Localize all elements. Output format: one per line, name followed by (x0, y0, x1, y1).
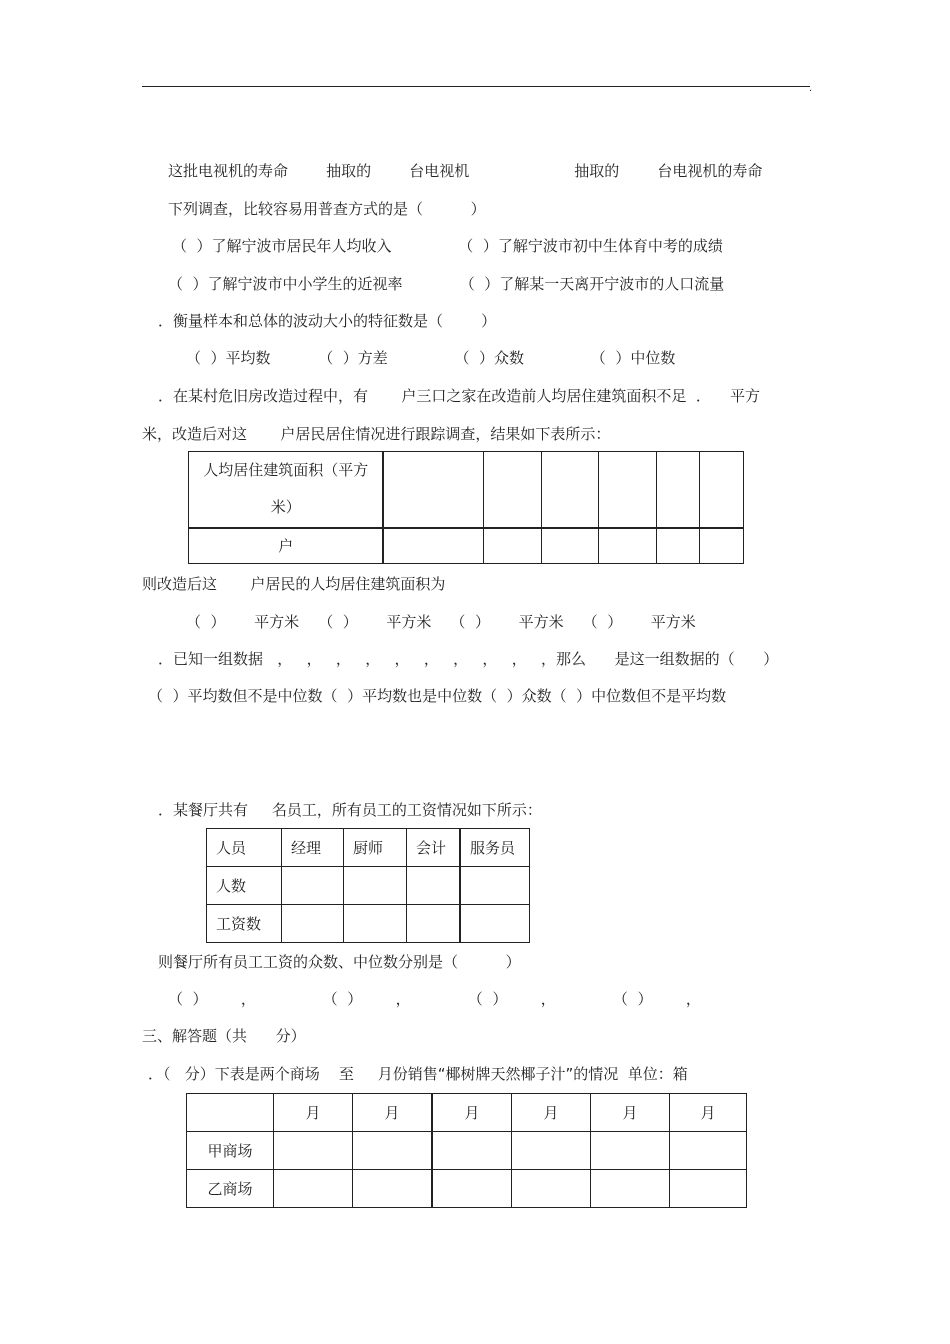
table-cell (274, 1132, 353, 1170)
month-header: 月 (274, 1094, 353, 1132)
table-cell (700, 528, 744, 564)
table-cell (484, 452, 541, 528)
question-sales: ．（ 分）下表是两个商场 至 月份销售“椰树牌天然椰子汁”的情况 单位：箱 (148, 1065, 688, 1083)
month-header: 月 (512, 1094, 591, 1132)
table-cell (460, 905, 530, 943)
salary-header-cell: 厨师 (344, 829, 407, 867)
table-cell (670, 1170, 747, 1208)
salary-header-cell: 服务员 (460, 829, 530, 867)
section-heading: 三、解答题（共 分） (142, 1027, 306, 1045)
salary-header-cell: 经理 (282, 829, 344, 867)
store-a-label: 甲商场 (187, 1132, 274, 1170)
question-survey: 下列调查，比较容易用普查方式的是（ ） (168, 200, 486, 218)
table-cell (274, 1170, 353, 1208)
table-cell (383, 452, 484, 528)
table-cell (656, 452, 700, 528)
question-housing-cont: 米，改造后对这 户居民居住情况进行跟踪调查，结果如下表所示： (142, 425, 611, 443)
question-restaurant-ask: 则餐厅所有员工工资的众数、中位数分别是（ ） (158, 953, 521, 971)
table-cell (383, 528, 484, 564)
store-b-label: 乙商场 (187, 1170, 274, 1208)
table-cell (541, 528, 598, 564)
table-cell (344, 867, 407, 905)
table-cell (700, 452, 744, 528)
table-cell (282, 905, 344, 943)
month-header: 月 (353, 1094, 433, 1132)
question-housing-ask: 则改造后这 户居民的人均居住建筑面积为 (142, 575, 446, 593)
table-cell (432, 1170, 512, 1208)
table-cell (599, 452, 656, 528)
header-rule-mark: . (809, 83, 813, 94)
salary-row-label: 工资数 (207, 905, 282, 943)
month-header: 月 (432, 1094, 512, 1132)
salary-header-cell: 人员 (207, 829, 282, 867)
question-restaurant: ．某餐厅共有 名员工，所有员工的工资情况如下所示： (158, 801, 542, 819)
housing-table (188, 451, 744, 564)
table-cell (407, 905, 461, 943)
options-survey-ab: （ ）了解宁波市居民年人均收入 （ ）了解宁波市初中生体育中考的成绩 (172, 237, 723, 255)
table-cell (656, 528, 700, 564)
table-cell (512, 1170, 591, 1208)
table-cell (432, 1132, 512, 1170)
table-cell (484, 528, 541, 564)
options-housing: （ ） 平方米 （ ） 平方米 （ ） 平方米 （ ） 平方米 (186, 613, 696, 631)
sales-table (186, 1093, 747, 1208)
table-cell (670, 1132, 747, 1170)
question-housing: ．在某村危旧房改造过程中，有 户三口之家在改造前人均居住建筑面积不足 ． 平方 (158, 387, 760, 405)
options-survey-cd: （ ）了解宁波市中小学生的近视率 （ ）了解某一天离开宁波市的人口流量 (168, 275, 725, 293)
salary-table (206, 828, 530, 943)
households-label: 户 (189, 528, 384, 564)
salary-header-cell: 会计 (407, 829, 461, 867)
month-header: 月 (670, 1094, 747, 1132)
header-rule (142, 86, 810, 87)
table-cell (353, 1132, 433, 1170)
table-cell (407, 867, 461, 905)
month-header: 月 (591, 1094, 670, 1132)
question-data-set: ．已知一组数据 ， ， ， ， ， ， ， ， ， ，那么 是这一组数据的（ ） (158, 650, 779, 668)
table-cell (460, 867, 530, 905)
table-cell (591, 1170, 670, 1208)
options-dispersion: （ ）平均数 （ ）方差 （ ）众数 （ ）中位数 (186, 349, 676, 367)
options-data-set: （ ）平均数但不是中位数（ ）平均数也是中位数（ ）众数（ ）中位数但不是平均数 (148, 687, 727, 705)
salary-row-label: 人数 (207, 867, 282, 905)
question-dispersion: ．衡量样本和总体的波动大小的特征数是（ ） (158, 312, 497, 330)
table-cell (344, 905, 407, 943)
options-restaurant: （ ） ， （ ） ， （ ） ， （ ） ， (168, 990, 701, 1008)
table-cell (187, 1094, 274, 1132)
table-cell (353, 1170, 433, 1208)
table-cell (512, 1132, 591, 1170)
table-cell (282, 867, 344, 905)
table-cell (591, 1132, 670, 1170)
text-line-1: 这批电视机的寿命 抽取的 台电视机 抽取的 台电视机的寿命 (168, 162, 763, 180)
housing-area-header: 人均居住建筑面积（平方 米） (189, 452, 384, 528)
table-cell (599, 528, 656, 564)
table-cell (541, 452, 598, 528)
